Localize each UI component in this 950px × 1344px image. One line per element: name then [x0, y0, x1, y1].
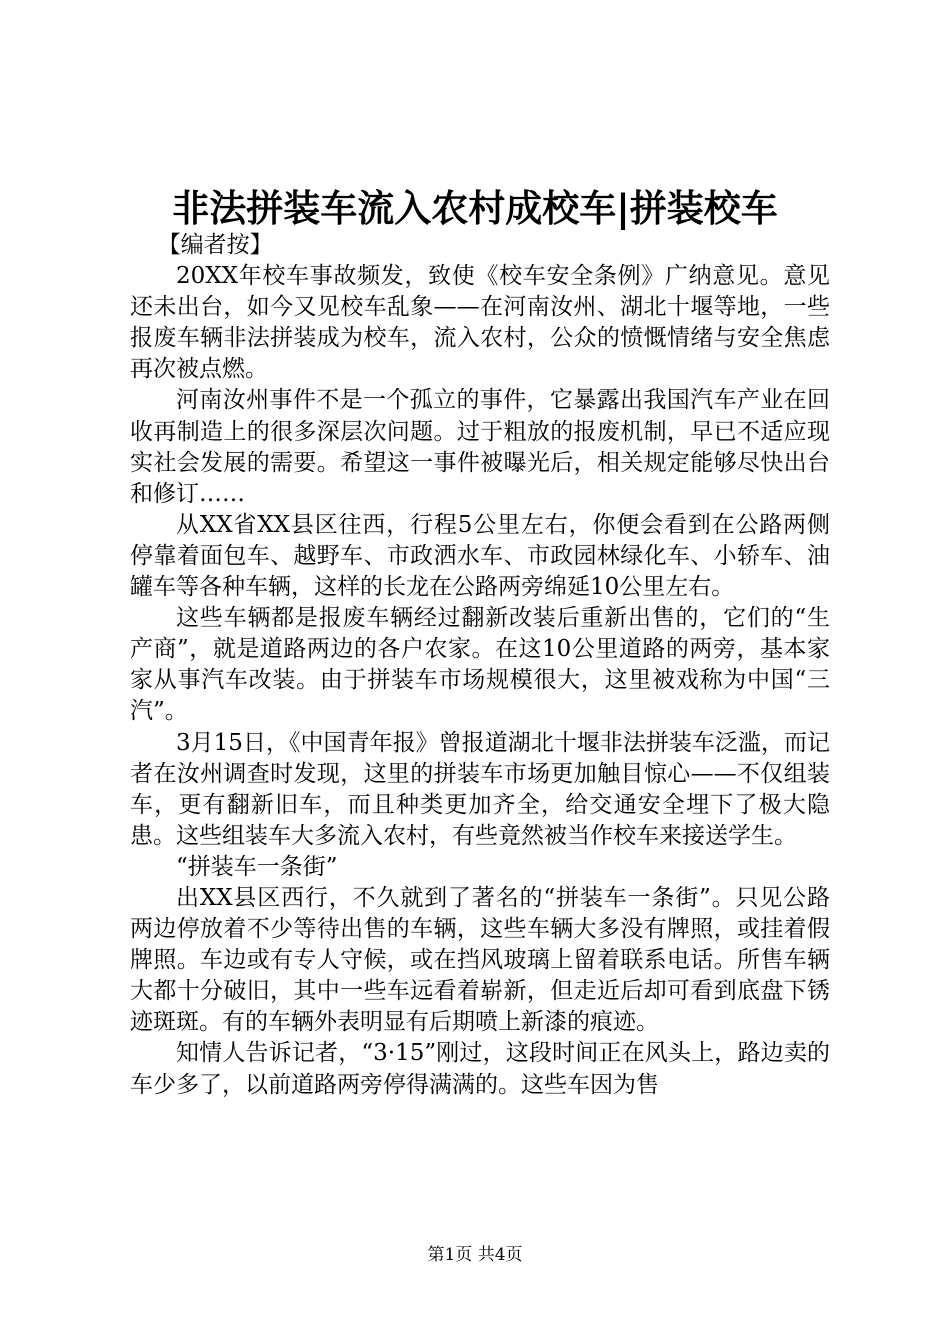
- document-title: 非法拼装车流入农村成校车|拼装校车: [172, 187, 778, 230]
- document-body: [130, 230, 830, 1101]
- paragraph: 这些车辆都是报废车辆经过翻新改装后重新出售的，它们的“生产商”，就是道路两边的各户农家。在这10公里道路的两旁，基本家家从事汽车改装。由于拼装车市场规模很大，这里被戏称为中国“三汽”。: [130, 605, 830, 725]
- paragraph: 20XX年校车事故频发，致使《校车安全条例》广纳意见。意见还未出台，如今又见校车乱象——在河南汝州、湖北十堰等地，一些报废车辆非法拼装成为校车，流入农村，公众的愤慨情绪与安全焦虑再次被点燃。: [130, 263, 830, 383]
- paragraph: 河南汝州事件不是一个孤立的事件，它暴露出我国汽车产业在回收再制造上的很多深层次问题。过于粗放的报废机制，早已不适应现实社会发展的需要。希望这一事件被曝光后，相关规定能够尽快出台和修订……: [130, 387, 830, 507]
- section-subheading: “拼装车一条街”: [176, 853, 338, 880]
- paragraph: 出XX县区西行，不久就到了著名的“拼装车一条街”。只见公路两边停放着不少等待出售的车辆，这些车辆大多没有牌照，或挂着假牌照。车边或有专人守候，或在挡风玻璃上留着联系电话。所售车辆大都十分破旧，其中一些车远看着崭新，但走近后却可看到底盘下锈迹斑斑。有的车辆外表明显有后期喷上新漆的痕迹。: [130, 884, 830, 1036]
- editor-note: 【编者按】: [157, 232, 273, 258]
- paragraph: 从XX省XX县区往西，行程5公里左右，你便会看到在公路两侧停靠着面包车、越野车、市政洒水车、市政园林绿化车、小轿车、油罐车等各种车辆，这样的长龙在公路两旁绵延10公里左右。: [130, 511, 830, 601]
- paragraph: 知情人告诉记者，“3·15”刚过，这段时间正在风头上，路边卖的车少多了，以前道路两旁停得满满的。这些车因为售: [130, 1040, 830, 1098]
- page-footer: 第1页 共4页: [427, 1245, 523, 1265]
- paragraph: 3月15日，《中国青年报》曾报道湖北十堰非法拼装车泛滥，而记者在汝州调查时发现，这里的拼装车市场更加触目惊心——不仅组装车，更有翻新旧车，而且种类更加齐全，给交通安全埋下了极大隐患。这些组装车大多流入农村，有些竟然被当作校车来接送学生。: [130, 729, 830, 849]
